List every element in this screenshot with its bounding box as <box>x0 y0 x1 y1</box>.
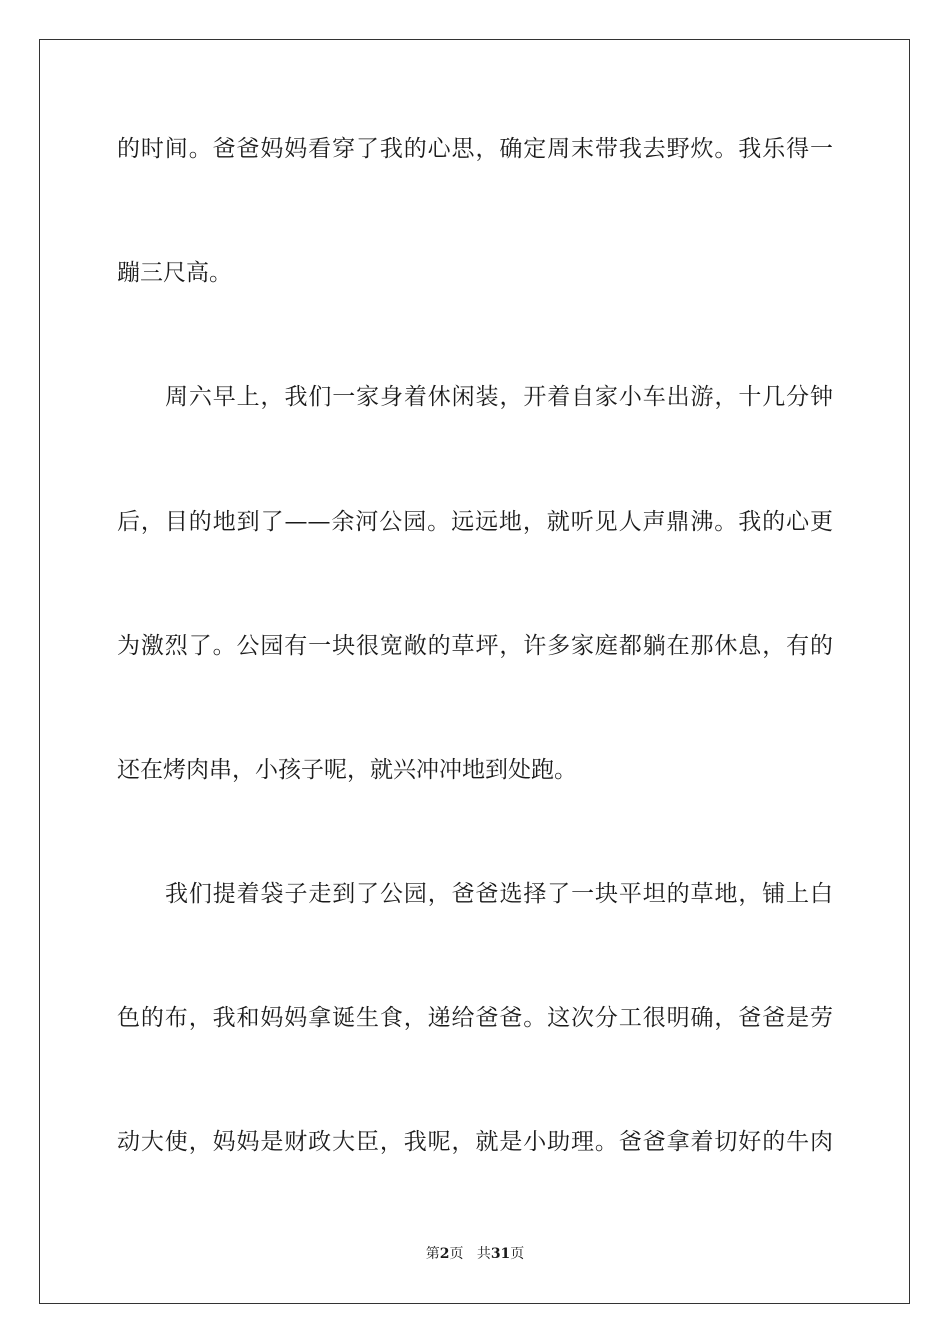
text-line-6: 还在烤肉串，小孩子呢，就兴冲冲地到处跑。 <box>117 757 577 783</box>
footer-total-pages: 31 <box>490 1246 511 1262</box>
footer-page-number: 2 <box>439 1246 450 1262</box>
text-line-2: 蹦三尺高。 <box>117 260 232 286</box>
footer-total-suffix: 页 <box>510 1246 525 1262</box>
text-line-8: 色的布，我和妈妈拿诞生食，递给爸爸。这次分工很明确，爸爸是劳 <box>117 1005 833 1031</box>
footer-page-suffix: 页 <box>449 1246 464 1262</box>
text-line-7: 我们提着袋子走到了公园，爸爸选择了一块平坦的草地，铺上白 <box>165 881 833 907</box>
text-line-9: 动大使，妈妈是财政大臣，我呢，就是小助理。爸爸拿着切好的牛肉 <box>117 1129 833 1155</box>
page-footer <box>0 1245 950 1263</box>
text-line-1: 的时间。爸爸妈妈看穿了我的心思，确定周末带我去野炊。我乐得一 <box>117 136 833 162</box>
text-line-3: 周六早上，我们一家身着休闲装，开着自家小车出游，十几分钟 <box>165 384 833 410</box>
footer-page-prefix: 第 <box>425 1246 440 1262</box>
text-line-4: 后，目的地到了——余河公园。远远地，就听见人声鼎沸。我的心更 <box>117 509 833 535</box>
page-border <box>39 39 910 1304</box>
footer-total-prefix: 共 <box>476 1246 491 1262</box>
text-line-5: 为激烈了。公园有一块很宽敞的草坪，许多家庭都躺在那休息，有的 <box>117 633 833 659</box>
